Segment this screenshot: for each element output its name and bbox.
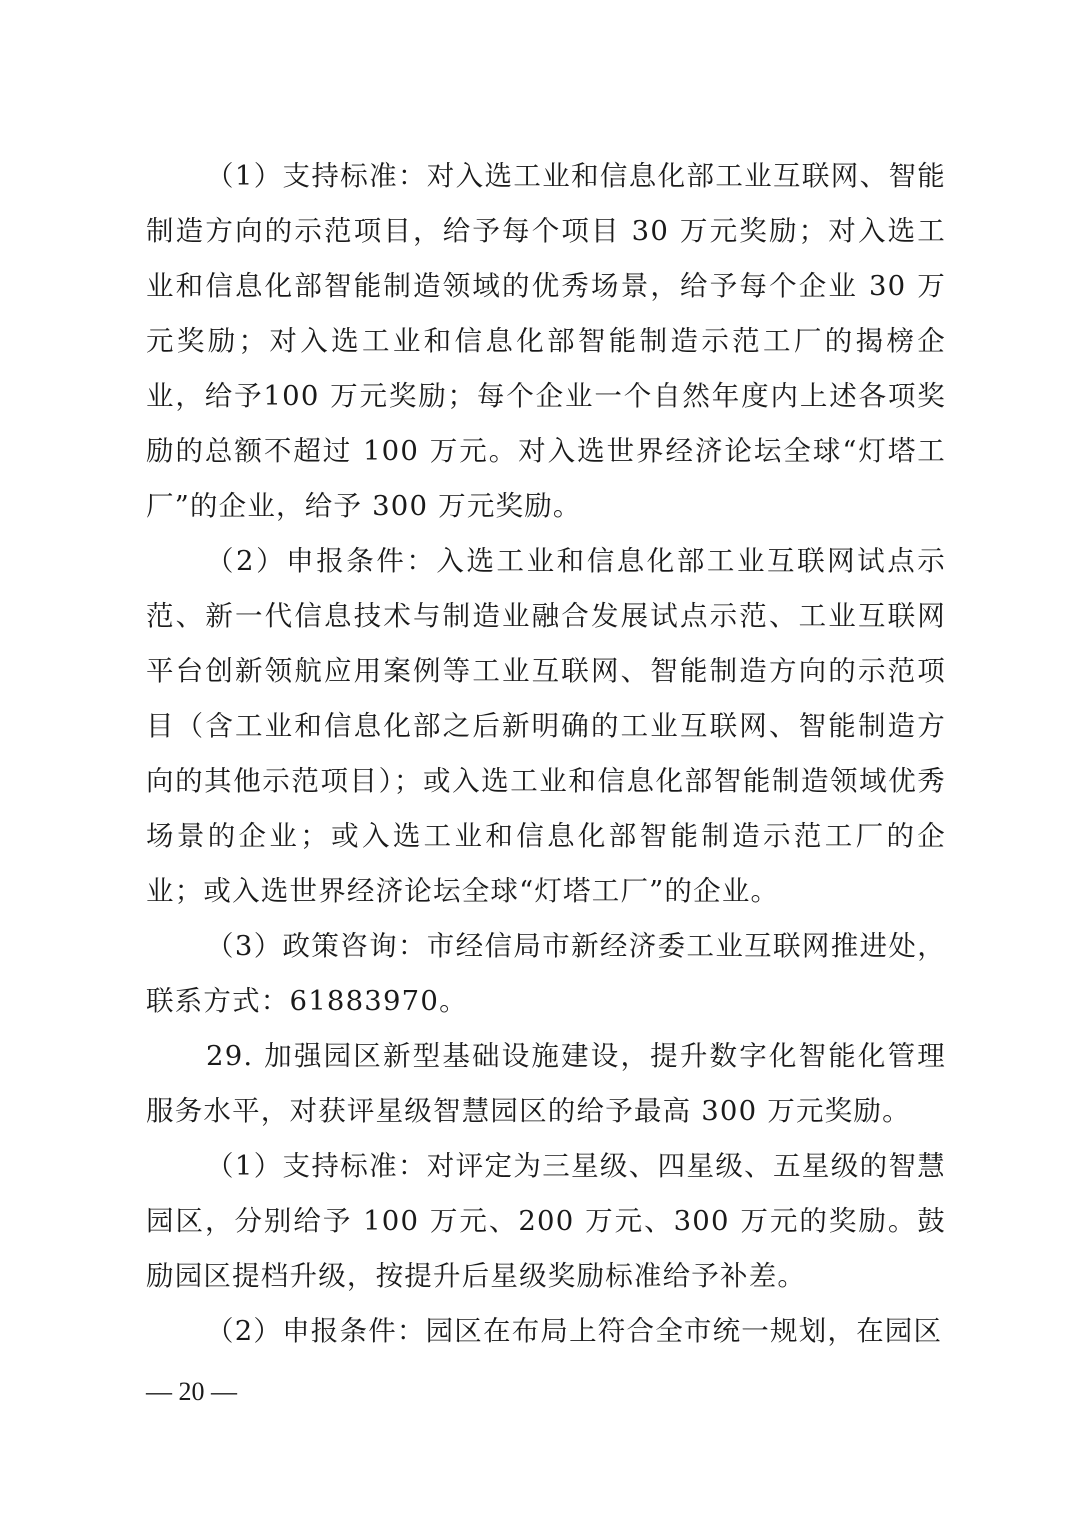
document-body <box>146 149 946 1359</box>
paragraph-support-standard-2: （1）支持标准：对评定为三星级、四星级、五星级的智慧园区，分别给予 100 万元、200 万元、300 万元的奖励。鼓励园区提档升级，按提升后星级奖励标准给予补差。 <box>146 1150 946 1292</box>
paragraph-application-conditions-2: （2）申报条件：园区在布局上符合全市统一规划，在园区 <box>206 1315 943 1347</box>
paragraph-policy-consultation: （3）政策咨询：市经信局市新经济委工业互联网推进处，联系方式：61883970。 <box>146 930 946 1017</box>
paragraph-item-29: 29. 加强园区新型基础设施建设，提升数字化智能化管理服务水平，对获评星级智慧园区的给予最高 300 万元奖励。 <box>146 1040 946 1127</box>
paragraph-application-conditions-1: （2）申报条件：入选工业和信息化部工业互联网试点示范、新一代信息技术与制造业融合发展试点示范、工业互联网平台创新领航应用案例等工业互联网、智能制造方向的示范项目（含工业和信息化部之后新明确的工业互联网、智能制造方向的其他示范项目）；或入选工业和信息化部智能制造领域优秀场景的企业；或入选工业和信息化部智能制造示范工厂的企业；或入选世界经济论坛全球“灯塔工厂”的企业。 <box>146 545 946 907</box>
page-number: — 20 — <box>146 1377 237 1406</box>
paragraph-support-standard-1: （1）支持标准：对入选工业和信息化部工业互联网、智能制造方向的示范项目，给予每个项目 30 万元奖励；对入选工业和信息化部智能制造领域的优秀场景，给予每个企业 30 万元奖励；对入选工业和信息化部智能制造示范工厂的揭榜企业，给予100 万元奖励；每个企业一个自然年度内上述各项奖励的总额不超过 100 万元。对入选世界经济论坛全球“灯塔工厂”的企业，给予 300 万元奖励。 <box>146 160 946 522</box>
